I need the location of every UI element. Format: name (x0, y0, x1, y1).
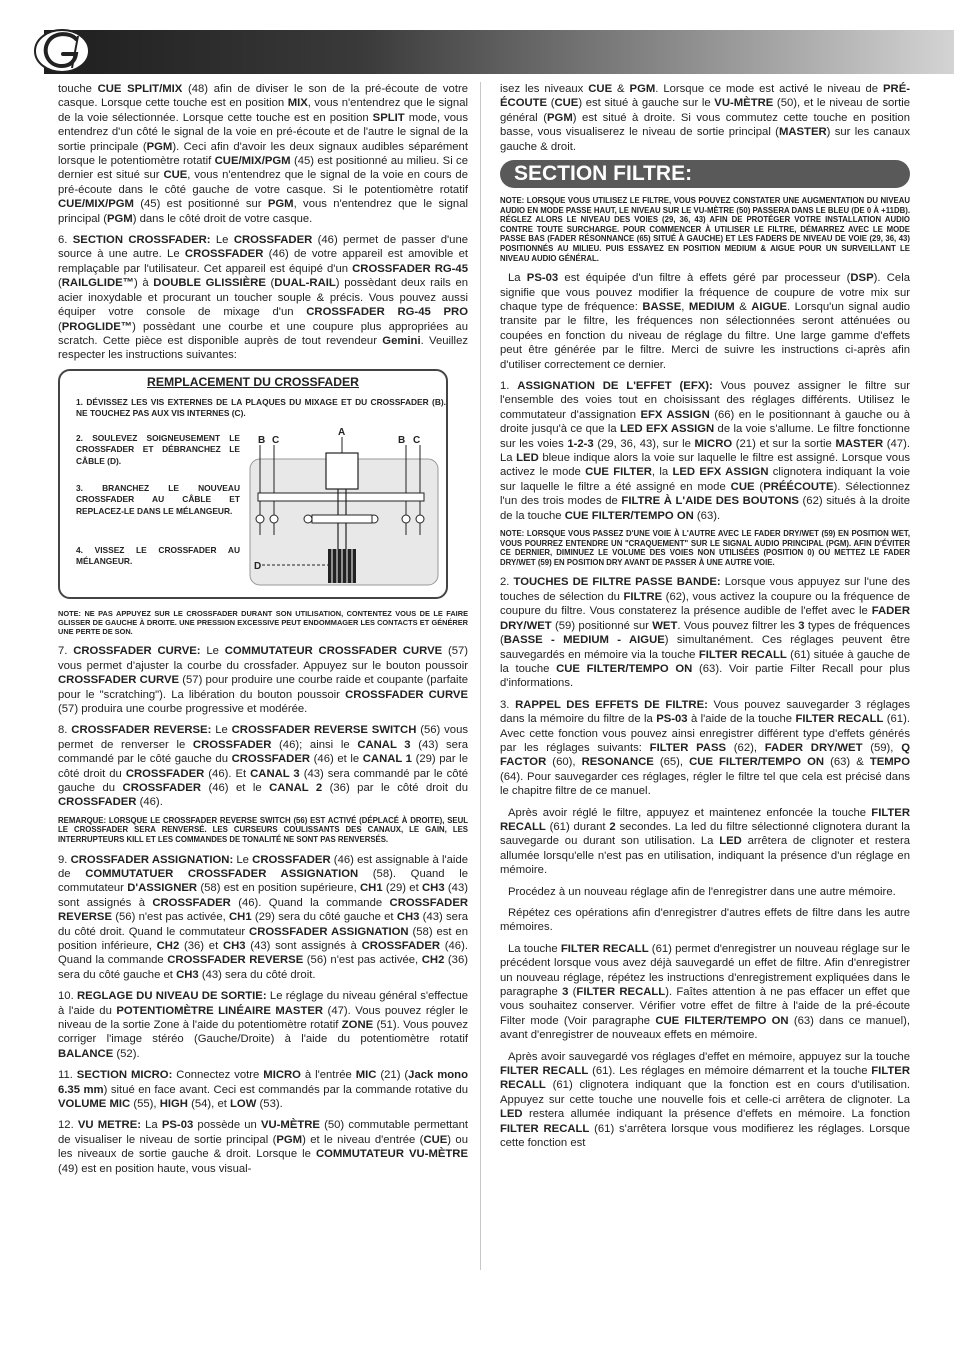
svg-text:C: C (413, 434, 421, 446)
paragraph-new-setting: Procédez à un nouveau réglage afin de l'enregistrer dans une autre mémoire. (508, 885, 896, 898)
header-bar (44, 30, 954, 74)
paragraph-crossfader-section: 6. SECTION CROSSFADER: Le CROSSFADER (46) permet de passer d'une source à une autre. Le CROSSFADER (46) de votre appareil est amovible et remplaçable par l'utilisateur. Cet appareil est équipé d'un CROSSFADER RG-45 (RAILGLIDE™) à DOUBLE GLISSIÈRE (DUAL-RAIL) possèdant deux rails en acier inoxydable et procurant un toucher souple & précis. Vous pouvez aussi équiper votre console de mixage d'un CROSSFADER RG-45 PRO (PROGLIDE™) possèdant une courbe et une coupure plus appropriées au scratch. Cette pièce est disponible auprès de tout revendeur Gemini. Veuillez respecter les instructions suivantes: (58, 234, 469, 362)
paragraph-cue-split: touche CUE SPLIT/MIX (48) afin de diviser le son de la pré-écoute de votre casque. Lorsque cette touche est en position MIX, vous n'entendrez que le signal de la voie sélectionnée. Lorsque cette touche est en position SPLIT mode, vous entendrez d'un côté le signal de la voie en pré-écoute et de l'autre le signal de la sortie principale (PGM). Ceci afin d'avoir les deux signaux audibles séparément lorsque le potentiomètre rotatif CUE/MIX/PGM (45) est positionné au milieu. Si ce dernier est situé sur CUE, vous n'entendrez que le signal de la voie en cours de pré-écoute dans le côté gauche de votre casque. Si le potentiomètre rotatif CUE/MIX/PGM (45) est positionné sur PGM, vous n'entendrez que le signal principal (PGM) dans le côté droit de votre casque. (58, 83, 468, 225)
box-step-1: 1. DÉVISSEZ LES VIS EXTERNES DE LA PLAQUES DU MIXAGE ET DU CROSSFADER (B). NE TOUCHEZ PAS AUX VIS INTERNES (C). (76, 396, 446, 419)
diagram-label-d: D (254, 560, 262, 572)
paragraph-crossfader-assignation: 9. CROSSFADER ASSIGNATION: Le CROSSFADER (46) est assignable à l'aide de COMMUTATUER CROSSFADER ASSIGNATION (58). Quand le commutateur D'ASSIGNER (58) est en position supérieure, CH1 (29) et CH3 (43) sont assignés à CROSSFADER (46). Quand la commande CROSSFADER REVERSE (56) n'est pas activée, CH1 (29) sera du côté gauche et CH3 (43) sera du côté droit. Quand le commutateur CROSSFADER ASSIGNATION (58) est en position inférieure, CH2 (36) et CH3 (43) sont assignés à CROSSFADER (46). Quand la commande CROSSFADER REVERSE (56) n'est pas activée, CH2 (36) sera du côté gauche et CH3 (43) sera du côté droit. (58, 853, 469, 981)
note-filter-level: NOTE: LORSQUE VOUS UTILISEZ LE FILTRE, VOUS POUVEZ CONSTATER UNE AUGMENTATION DU NIVEAU AUDIO EN MODE PASSE HAUT, LE NIVEAU SUR LE VU-MÈTRE (50) PASSERA DANS LE BLEU (DE 0 À +11DB). RÉGLEZ ALORS LE NIVEAU DES VOIES (29, 36, 43) AFIN DE PROTÉGER VOTRE INSTALLATION AUDIO CONTRE TOUTE SURCHARGE. POUR COMMENCER À UTILISER LE FILTRE, DÉMARREZ AVEC LE MODE PASSE BAS (FADER RÉSONNANCE (65) SITUÉ À GAUCHE) ET LES FADERS DE NIVEAU DE VOIE (29, 36, 43) POSITIONNÉS AU MILIEU. PUIS ESSAYEZ EN POSITION MEDIUM & AIGUE POUR UN SURVEILLANT LE NIVEAU AUDIO GÉNÉRAL. (500, 196, 910, 263)
diagram-label-b: B (258, 434, 266, 446)
box-step-3: 3. BRANCHEZ LE NOUVEAU CROSSFADER AU CÂBLE ET REPLACEZ-LE DANS LE MÉLANGEUR. (76, 482, 240, 516)
right-column (500, 82, 910, 1157)
paragraph-vu-meter: 12. VU METRE: La PS-03 possède un VU-MÈTRE (50) commutable permettant de visualiser le niveau de sortie principal (PGM) et le niveau d'entrée (CUE) ou les niveaux de sortie gauche & droit. Lorsque le COMMUTATEUR VU-MÈTRE (49) est en position haute, vous visual- (58, 1119, 469, 1175)
box-title: REMPLACEMENT DU CROSSFADER (147, 374, 359, 389)
note-crossfader-pressure: NOTE: NE PAS APPUYEZ SUR LE CROSSFADER DURANT SON UTILISATION, CONTENTEZ VOUS DE LE FAIRE GLISSER DE GAUCHE À DROITE. UNE PRESSION EXCESSIVE PEUT ENDOMMAGER LES CONTACTS ET GÉNÉRER UNE PERTE DE SON. (58, 608, 468, 637)
paragraph-save-filter: Après avoir réglé le filtre, appuyez et maintenez enfoncée la touche FILTER RECALL (61) durant 2 secondes. La led du filtre sélectionné clignotera durant la sauvegarde ou durant son utilisation. La LED arrêtera de clignoter et restera allumée lorsqu'elle n'est pas en utilisation, indiquant la présence d'un réglage en mémoire. (500, 806, 910, 877)
paragraph-output-level: 10. REGLAGE DU NIVEAU DE SORTIE: Le réglage du niveau général s'effectue à l'aide du POTENTIOMÈTRE LINÉAIRE MASTER (47). Vous pouvez régler le niveau de la sortie Zone à l'aide du potentiomètre rotatif ZONE (51). Vous pouvez corriger l'image stéréo (Gauche/Droite) à l'aide du potentiomètre rotatif BALANCE (52). (58, 990, 469, 1060)
crossfader-replacement-box (58, 369, 448, 599)
crossfader-diagram (248, 419, 440, 589)
paragraph-crossfader-reverse: 8. CROSSFADER REVERSE: Le CROSSFADER REVERSE SWITCH (56) vous permet de renverser le CROSSFADER (46); ainsi le CANAL 3 (43) sera commandé par le côté gauche du CROSSFADER (46) et le CANAL 1 (29) par le côté droit du CROSSFADER (46). Et CANAL 3 (43) sera commandé par le côté gauche du CROSSFADER (46) et le CANAL 2 (36) par le côté droit du CROSSFADER (46). (58, 724, 469, 809)
left-column (58, 82, 468, 1182)
section-title-filtre: SECTION FILTRE: (500, 160, 910, 188)
gemini-g-logo-icon (32, 26, 94, 76)
paragraph-efx-assign: 1. ASSIGNATION DE L'EFFET (EFX): Vous pouvez assigner le filtre sur l'ensemble des voies tout en choisissant des réglages différents. Utilisez le commutateur d'assignation EFX ASSIGN (66) en le positionnant à gauche ou à droite jusqu'à ce que la LED EFX ASSIGN de la voie s'allume. Le filtre fonctionne sur les voies 1-2-3 (29, 36, 43), sur le MICRO (21) et sur la sortie MASTER (47). La LED bleue indique alors la voie sur laquelle le filtre est assigné. Lorsque vous activez le mode CUE FILTER, la LED EFX ASSIGN clignotera indiquant la voie sur laquelle le filtre a été assigné en mode CUE (PRÉÉCOUTE). Sélectionnez l'un des trois modes de FILTRE À L'AIDE DES BOUTONS (62) situés à la droite de la touche CUE FILTER/TEMPO ON (63). (500, 380, 910, 522)
paragraph-overwrite: La touche FILTER RECALL (61) permet d'enregistrer un nouveau réglage sur le précédent lorsque vous avez déjà sauvegardé un effet de filtre. Afin d'enregistrer un nouveau réglage, répétez les instructions d'enregistrement expliquées dans le paragraphe 3 (FILTER RECALL). Faîtes attention à ne pas effacer un effet que vous souhaitez conserver. Vérifier votre effet de filtre à l'aide de la pré-écoute Filter mode (Voir paragraphe CUE FILTER/TEMPO ON (63) dans ce manuel), avant d'enregistrer de nouveaux effets en mémoire. (500, 942, 910, 1042)
box-step-4: 4. VISSEZ LE CROSSFADER AU MÉLANGEUR. (76, 544, 240, 567)
diagram-label-a: A (338, 426, 346, 438)
svg-text:B: B (398, 434, 406, 446)
diagram-label-c: C (272, 434, 280, 446)
box-step-2: 2. SOULEVEZ SOIGNEUSEMENT LE CROSSFADER ET DÉBRANCHEZ LE CÂBLE (D). (76, 432, 240, 466)
paragraph-filter-intro: La PS-03 est équipée d'un filtre à effets géré par processeur (DSP). Cela signifie que vous pouvez modifier la fréquence de coupure de votre mix sur chaque type de fréquence: BASSE, MEDIUM & AIGUE. Lorsqu'un signal audio transite par le filtre, les fréquences non sélectionnées seront atténuées ou coupées en fonction du niveau de réglage du filtre. Une large gamme d'effets peut être générée par le filtre. Merci de suivre les instructions ci-après afin d'utiliser correctement ce dernier. (500, 272, 911, 371)
paragraph-repeat: Répétez ces opérations afin d'enregistrer d'autres effets de filtre dans les autre mémoires. (500, 907, 910, 934)
paragraph-band-pass-keys: 2. TOUCHES DE FILTRE PASSE BANDE: Lorsque vous appuyez sur l'une des touches de sélection du FILTRE (62), vous activez la coupure ou la fréquence de coupure du filtre. Vous constaterez la présence audible de l'effet avec le FADER DRY/WET (59) positionné sur WET. Vous pouvez filtrer les 3 types de fréquences (BASSE - MEDIUM - AIGUE) simultanément. Ces réglages peuvent être sauvegardés en mémoire via la touche FILTER RECALL (61) située à gauche de la touche CUE FILTER/TEMPO ON (63). Voir partie Filter Recall pour plus d'informations. (500, 576, 910, 690)
column-divider (480, 82, 481, 1270)
paragraph-crossfader-curve: 7. CROSSFADER CURVE: Le COMMUTATEUR CROSSFADER CURVE (57) vous permet d'ajuster la courbe du crossfader. Appuyez sur le bouton poussoir CROSSFADER CURVE (57) pour produire une courbe raide et coupante (parfaite pour le "scratching"). La libération du bouton poussoir CROSSFADER CURVE (57) produira une courbe progressive et modérée. (58, 645, 469, 715)
paragraph-filter-recall: 3. RAPPEL DES EFFETS DE FILTRE: Vous pouvez sauvegarder 3 réglages dans la mémoire du filtre de la PS-03 à l'aide de la touche FILTER RECALL (61). Avec cette fonction vous pouvez ainsi enregistrer différent type d'effets générés par les réglages suivants: FILTER PASS (62), FADER DRY/WET (59), Q FACTOR (60), RESONANCE (65), CUE FILTER/TEMPO ON (63) & TEMPO (64). Pour sauvegarder ces réglages, régler le filtre tel que cela est précisé dans le chapitre filtre de ce manuel. (500, 698, 911, 798)
paragraph-micro-section: 11. SECTION MICRO: Connectez votre MICRO à l'entrée MIC (21) (Jack mono 6.35 mm) situé en face avant. Ceci est commandés par la commande rotative du VOLUME MIC (55), HIGH (54), et LOW (53). (58, 1069, 469, 1111)
paragraph-recall-use: Après avoir sauvegardé vos réglages d'effet en mémoire, appuyez sur la touche FILTER RECALL (61). Les réglages en mémoire démarrent et la touche FILTER RECALL (61) clignotera indiquant que la fonction est en cours d'utilisation. Appuyez sur cette touche une nouvelle fois et celle-ci arrêtera de clignoter. La LED restera allumée indiquant la présence d'effets en mémoire. La fonction FILTER RECALL (61) s'arrêtera lorsque vous modifierez les réglages. Lorsque cette fonction est (500, 1050, 910, 1150)
paragraph-vu-meter-continued: isez les niveaux CUE & PGM. Lorsque ce mode est activé le niveau de PRÉ-ÉCOUTE (CUE) est situé à gauche sur le VU-MÈTRE (50), et le niveau de sortie général (PGM) est situé à droite. Si vous commutez cette touche en position basse, vous visualiserez le niveau de sortie principal (MASTER) sur les canaux gauche & droit. (500, 83, 911, 153)
note-dry-wet: NOTE: LORSQUE VOUS PASSEZ D'UNE VOIE À L'AUTRE AVEC LE FADER DRY/WET (59) EN POSITION WET, VOUS POURREZ ENTENDRE UN "CRAQUEMENT" SUR LE SIGNAL AUDIO PRINCIPAL (PGM). AFIN D'ÉVITER CE DERNIER, DIMINUEZ LE VOLUME DES VOIES NON UTILISÉES (POSITION 0) OU METTEZ LE FADER DRY/WET (59) EN POSITION DRY AVANT DE PASSER À UNE AUTRE VOIE. (500, 529, 910, 567)
note-crossfader-reverse: REMARQUE: LORSQUE LE CROSSFADER REVERSE SWITCH (56) EST ACTIVÉ (DÉPLACÉ À DROITE), SEUL LE CROSSFADER SERA RENVERSÉ. LES CURSEURS COULISSANTS DES CANAUX, LE GAIN, LES INTERRUPTEURS KILL ET LES COMMANDES DE TONALITÉ NE SONT PAS RENVERSÉS. (58, 815, 468, 844)
